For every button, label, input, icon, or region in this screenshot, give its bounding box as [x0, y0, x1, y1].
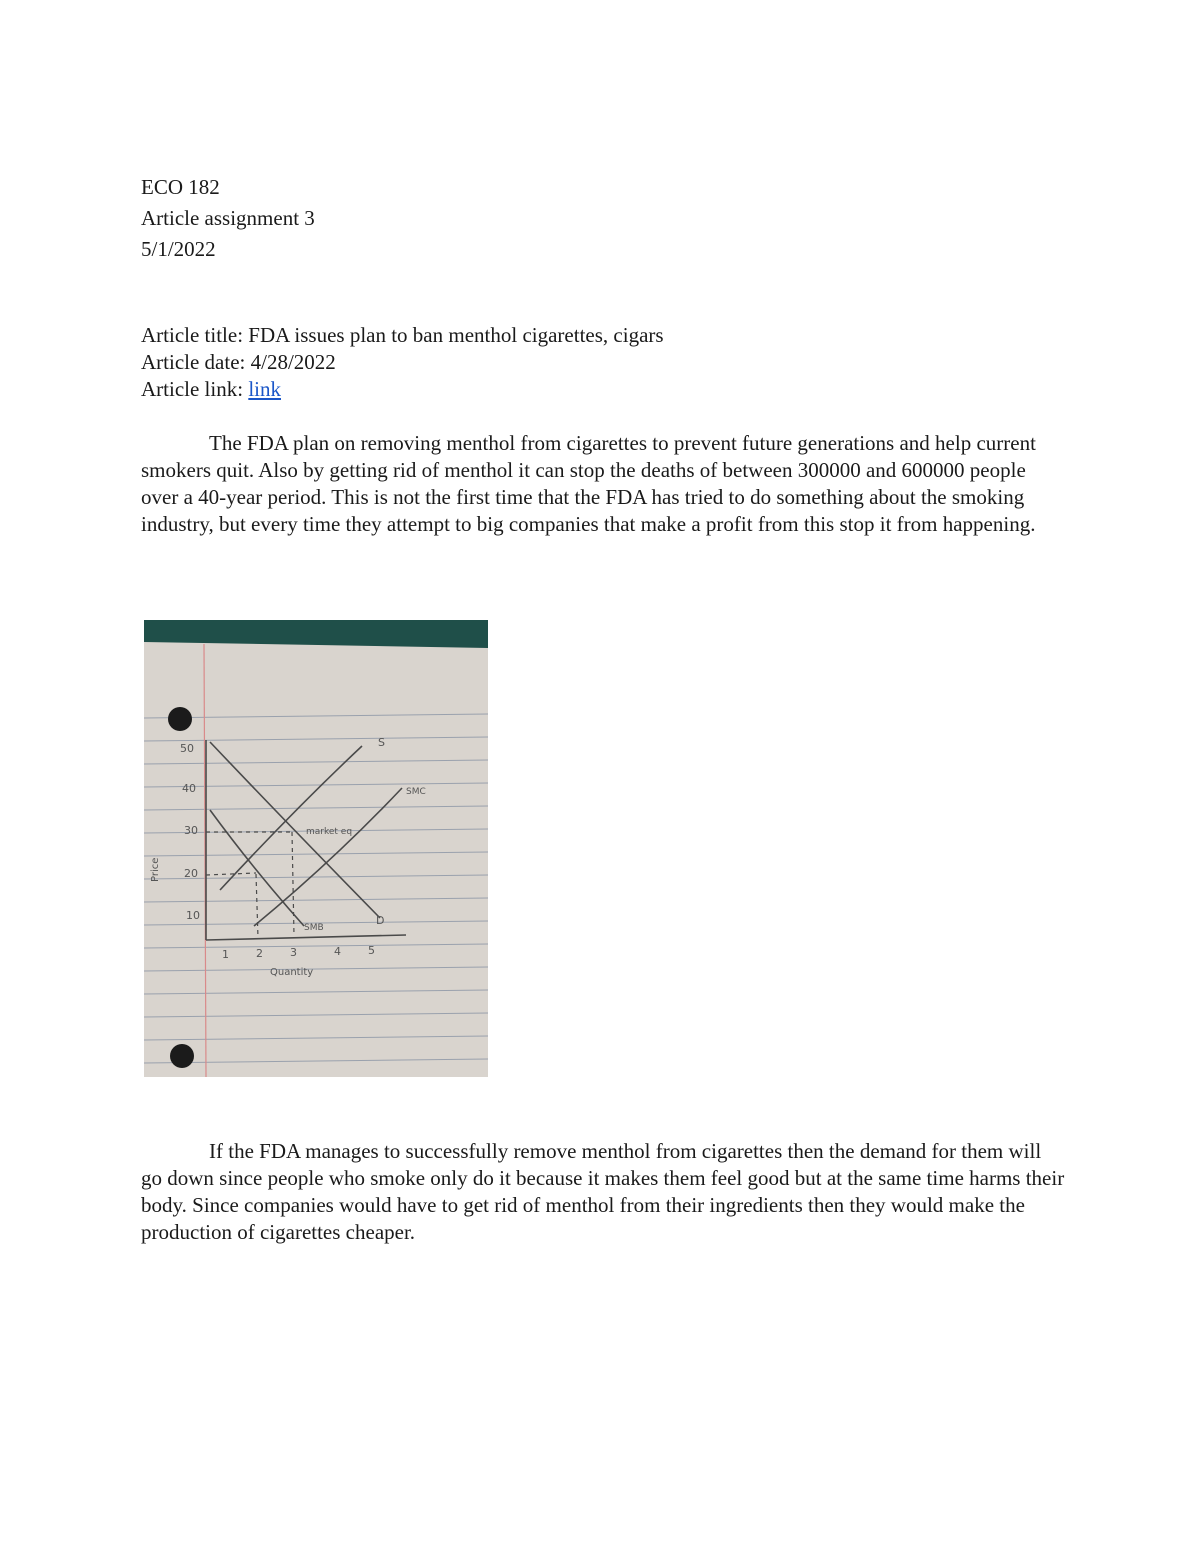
market-eq-label: market eq: [306, 827, 353, 837]
punch-hole-bottom: [170, 1044, 194, 1068]
article-date-label: Article date:: [141, 350, 251, 374]
analysis-paragraph: [141, 1138, 1066, 1246]
y-tick-30: 30: [184, 824, 198, 837]
supply-demand-sketch: [144, 620, 488, 1077]
article-date: 4/28/2022: [250, 350, 336, 374]
x-tick-3: 3: [290, 946, 297, 959]
smc-label: SMC: [406, 787, 426, 797]
article-link-label: Article link:: [141, 377, 249, 401]
y-tick-50: 50: [180, 742, 194, 755]
paper-background: [144, 620, 488, 1077]
punch-hole-top: [168, 707, 192, 731]
y-tick-10: 10: [186, 909, 200, 922]
article-title-line: [141, 322, 664, 349]
x-tick-4: 4: [334, 945, 341, 958]
summary-paragraph: [141, 430, 1066, 538]
supply-label: S: [378, 736, 385, 749]
x-axis-label: Quantity: [270, 967, 314, 978]
x-tick-1: 1: [222, 948, 229, 961]
y-axis-label: Price: [150, 857, 161, 882]
article-link[interactable]: link: [248, 377, 281, 401]
course-code: ECO 182: [141, 175, 220, 199]
submission-date: 5/1/2022: [141, 237, 216, 261]
article-title: FDA issues plan to ban menthol cigarettes, cigars: [248, 323, 664, 347]
x-tick-5: 5: [368, 944, 375, 957]
article-title-label: Article title:: [141, 323, 249, 347]
article-link-line: [141, 376, 281, 403]
y-tick-20: 20: [184, 867, 198, 880]
article-date-line: [141, 349, 336, 376]
assignment-title: Article assignment 3: [141, 206, 315, 230]
paragraph-2: If the FDA manages to successfully remove menthol from cigarettes then the demand for them will go down since people who smoke only do it because it makes them feel good but at the same time harms their body. Since companies would have to get rid of menthol from their ingredients then they would make the production of cigarettes cheaper.: [141, 1139, 1065, 1244]
demand-label: D: [376, 914, 385, 927]
y-tick-40: 40: [182, 782, 196, 795]
paragraph-1: The FDA plan on removing menthol from cigarettes to prevent future generations and help current smokers quit. Also by getting rid of menthol it can stop the deaths of between 300000 and 600000 people over a 40-year period. This is not the first time that the FDA has tried to do something about the smoking industry, but every time they attempt to big companies that make a profit from this stop it from happening.: [141, 431, 1036, 536]
x-tick-2: 2: [256, 947, 263, 960]
smb-label: SMB: [304, 923, 324, 933]
graph-photo: [144, 620, 488, 1077]
